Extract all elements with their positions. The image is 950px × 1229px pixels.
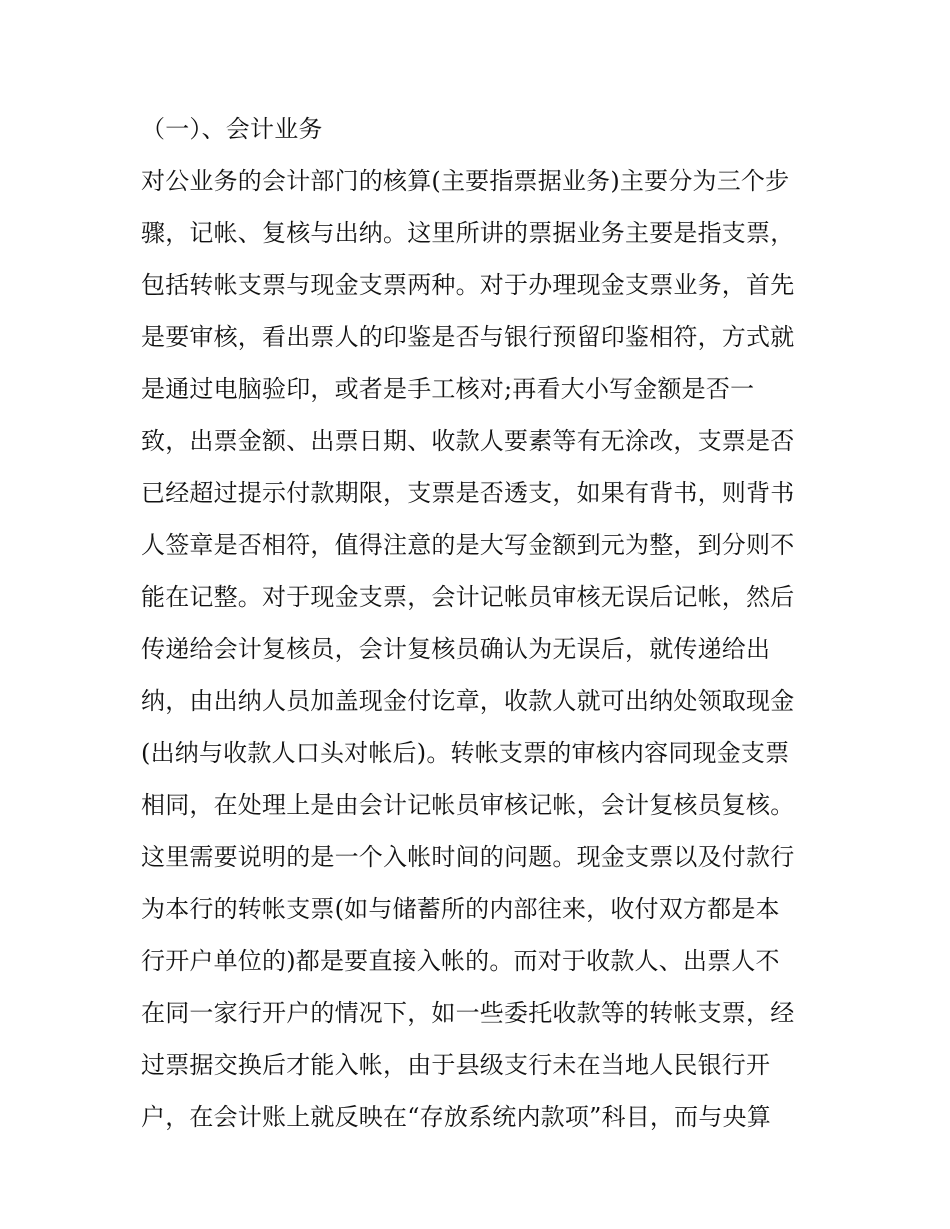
paragraph-line: 过票据交换后才能入帐，由于县级支行未在当地人民银行开 — [141, 1051, 771, 1079]
paragraph-line: 骤，记帐、复核与出纳。这里所讲的票据业务主要是指支票， — [141, 219, 795, 247]
paragraph-line: 人签章是否相符，值得注意的是大写金额到元为整，到分则不 — [141, 531, 795, 559]
paragraph-line: 已经超过提示付款期限，支票是否透支，如果有背书，则背书 — [141, 479, 795, 507]
paragraph-line: 能在记整。对于现金支票，会计记帐员审核无误后记帐，然后 — [141, 583, 795, 611]
paragraph-line: 在同一家行开户的情况下，如一些委托收款等的转帐支票，经 — [141, 999, 795, 1027]
paragraph-line: 包括转帐支票与现金支票两种。对于办理现金支票业务，首先 — [141, 271, 795, 299]
paragraph-line: (出纳与收款人口头对帐后)。转帐支票的审核内容同现金支票 — [141, 739, 790, 767]
paragraph-line: 这里需要说明的是一个入帐时间的问题。现金支票以及付款行 — [141, 843, 795, 871]
paragraph-line: 户，在会计账上就反映在“存放系统内款项”科目，而与央算 — [141, 1103, 771, 1131]
paragraph-line: 相同，在处理上是由会计记帐员审核记帐，会计复核员复核。 — [141, 791, 795, 819]
paragraph-line: 是通过电脑验印，或者是手工核对;再看大小写金额是否一 — [141, 375, 755, 403]
section-heading: （一）、会计业务 — [141, 115, 323, 143]
paragraph-line: 致，出票金额、出票日期、收款人要素等有无涂改，支票是否 — [141, 427, 795, 455]
paragraph-line: 纳，由出纳人员加盖现金付讫章，收款人就可出纳处领取现金 — [141, 687, 795, 715]
paragraph-line: 行开户单位的)都是要直接入帐的。而对于收款人、出票人不 — [141, 947, 780, 975]
paragraph-line: 为本行的转帐支票(如与储蓄所的内部往来，收付双方都是本 — [141, 895, 780, 923]
paragraph-line: 传递给会计复核员，会计复核员确认为无误后，就传递给出 — [141, 635, 771, 663]
paragraph-line: 对公业务的会计部门的核算(主要指票据业务)主要分为三个步 — [141, 167, 790, 195]
paragraph-line: 是要审核，看出票人的印鉴是否与银行预留印鉴相符，方式就 — [141, 323, 795, 351]
